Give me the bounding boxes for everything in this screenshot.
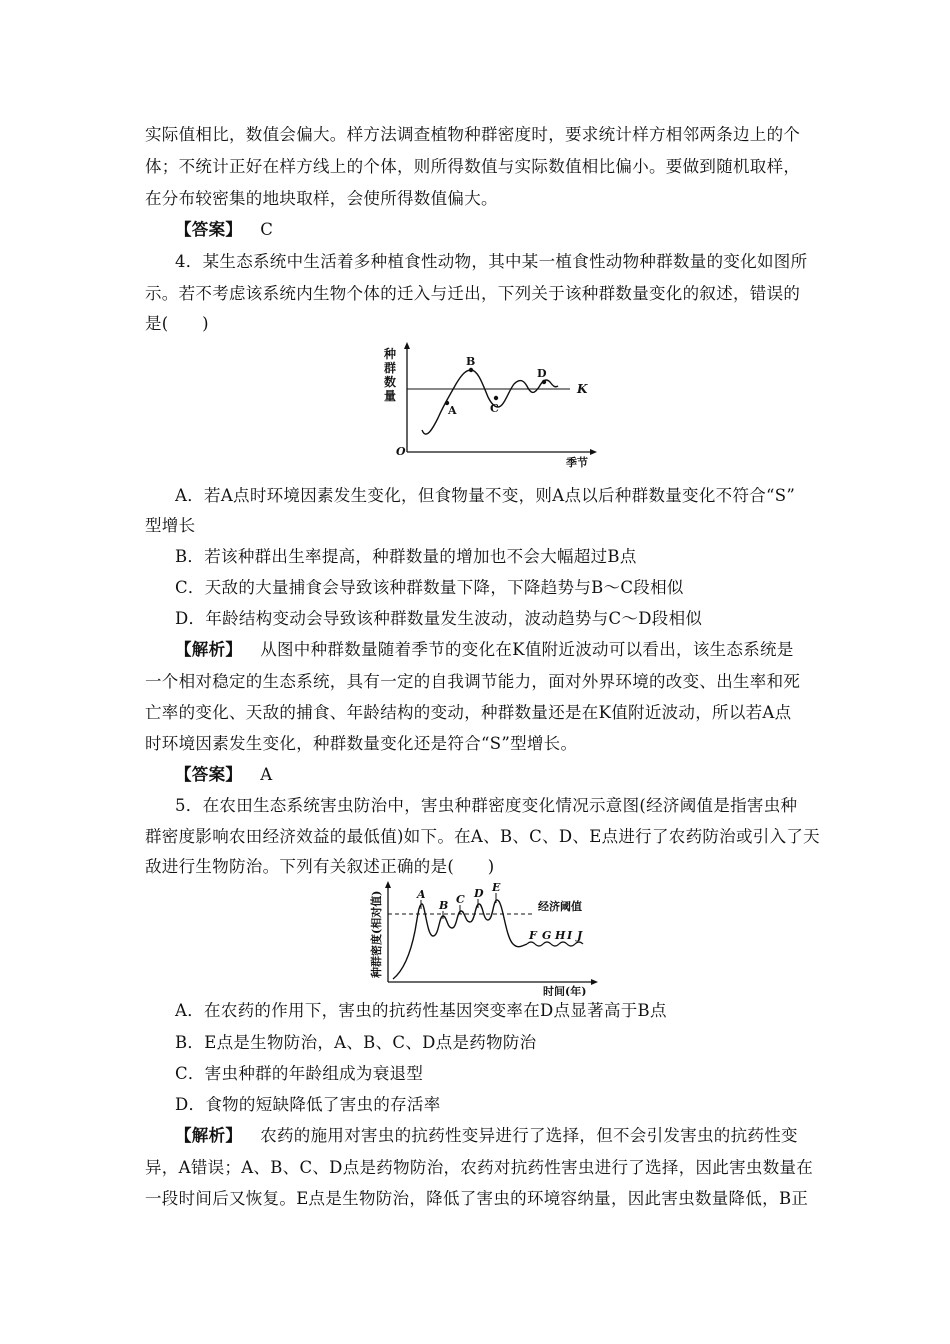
answer-label: 【答案】 bbox=[175, 765, 243, 784]
analysis-text: 农药的施用对害虫的抗药性变异进行了选择，但不会引发害虫的抗药性变 bbox=[260, 1126, 798, 1145]
q4-stem-line: 示。若不考虑该系统内生物个体的迁入与迁出，下列关于该种群数量变化的叙述，错误的 bbox=[145, 284, 801, 303]
text-line: 实际值相比，数值会偏大。样方法调查植物种群密度时，要求统计样方相邻两条边上的个 bbox=[145, 125, 801, 144]
k-label: K bbox=[577, 382, 588, 396]
answer-value: C bbox=[260, 220, 274, 239]
text-line: 体；不统计正好在样方线上的个体，则所得数值与实际数值相比偏小。要做到随机取样， bbox=[145, 157, 801, 176]
q4-stem-line: 是( ) bbox=[145, 314, 209, 333]
y-axis-arrow bbox=[404, 342, 410, 349]
peak-d-label: D bbox=[474, 887, 484, 900]
q4-population-chart bbox=[370, 340, 610, 470]
q5-pest-density-chart bbox=[355, 876, 625, 996]
q4-option-a-cont: 型增长 bbox=[145, 516, 196, 535]
y-axis-arrow bbox=[385, 881, 391, 888]
q5-option-b: B．E点是生物防治，A、B、C、D点是药物防治 bbox=[175, 1033, 537, 1052]
tail-h-label: H bbox=[555, 929, 566, 942]
y-label: 种群密度(相对值) bbox=[370, 890, 383, 978]
q5-option-a: A．在农药的作用下，害虫的抗药性基因突变率在D点显著高于B点 bbox=[175, 1001, 667, 1020]
point-a-label: A bbox=[448, 404, 457, 417]
y-label-char: 群 bbox=[384, 361, 397, 375]
q4-option-d: D．年龄结构变动会导致该种群数量发生波动，波动趋势与C～D段相似 bbox=[175, 609, 703, 628]
q4-option-c: C．天敌的大量捕食会导致该种群数量下降，下降趋势与B～C段相似 bbox=[175, 578, 684, 597]
y-label-char: 数 bbox=[384, 375, 397, 389]
point-c-label: C bbox=[490, 402, 499, 415]
point-c-dot bbox=[494, 396, 498, 400]
q5-analysis-line bbox=[175, 1125, 798, 1147]
peak-c-label: C bbox=[456, 893, 465, 906]
q3-answer-line bbox=[175, 219, 273, 241]
q4-option-a: A．若A点时环境因素发生变化，但食物量不变，则A点以后种群数量变化不符合“S” bbox=[175, 486, 796, 505]
q4-analysis-line: 亡率的变化、天敌的捕食、年龄结构的变动，种群数量还是在K值附近波动，所以若A点 bbox=[145, 703, 792, 722]
q4-stem-line: 4．某生态系统中生活着多种植食性动物，其中某一植食性动物种群数量的变化如图所 bbox=[175, 252, 808, 271]
point-d-label: D bbox=[537, 367, 547, 380]
point-d-dot bbox=[542, 380, 546, 384]
q4-answer-line bbox=[175, 764, 272, 786]
peak-b-label: B bbox=[439, 899, 449, 912]
x-axis-arrow bbox=[590, 449, 597, 455]
point-b-dot bbox=[469, 368, 473, 372]
tail-f-label: F bbox=[529, 929, 537, 942]
q5-stem-line: 敌进行生物防治。下列有关叙述正确的是( ) bbox=[145, 857, 495, 876]
tail-j-label: J bbox=[577, 929, 583, 942]
point-b-label: B bbox=[466, 355, 476, 368]
x-label: 时间(年) bbox=[543, 985, 587, 996]
x-axis-arrow bbox=[591, 979, 598, 985]
q5-option-d: D．食物的短缺降低了害虫的存活率 bbox=[175, 1095, 441, 1114]
answer-label: 【答案】 bbox=[175, 220, 243, 239]
threshold-label: 经济阈值 bbox=[538, 900, 582, 913]
analysis-label: 【解析】 bbox=[175, 1126, 243, 1145]
y-label-char: 种 bbox=[384, 347, 397, 361]
peak-e-label: E bbox=[492, 881, 501, 894]
y-label-char: 量 bbox=[384, 389, 397, 403]
low-oscillation-curve bbox=[527, 942, 583, 946]
q5-stem-line: 群密度影响农田经济效益的最低值)如下。在A、B、C、D、E点进行了农药防治或引入了天 bbox=[145, 827, 820, 846]
text-line: 在分布较密集的地块取样，会使所得数值偏大。 bbox=[145, 189, 498, 208]
tail-i-label: I bbox=[567, 929, 573, 942]
q5-analysis-line: 异，A错误；A、B、C、D点是药物防治，农药对抗药性害虫进行了选择，因此害虫数量在 bbox=[145, 1158, 814, 1177]
q4-option-b: B．若该种群出生率提高，种群数量的增加也不会大幅超过B点 bbox=[175, 547, 637, 566]
analysis-label: 【解析】 bbox=[175, 640, 243, 659]
q5-stem-line: 5．在农田生态系统害虫防治中，害虫种群密度变化情况示意图(经济阈值是指害虫种 bbox=[175, 796, 798, 815]
peak-a-label: A bbox=[417, 888, 426, 901]
origin-label: O bbox=[396, 445, 406, 458]
q5-analysis-line: 一段时间后又恢复。E点是生物防治，降低了害虫的环境容纳量，因此害虫数量降低，B正 bbox=[145, 1189, 809, 1208]
answer-value: A bbox=[260, 765, 273, 784]
tail-g-label: G bbox=[542, 929, 552, 942]
q4-analysis-line bbox=[175, 639, 794, 661]
q5-option-c: C．害虫种群的年龄组成为衰退型 bbox=[175, 1064, 424, 1083]
x-label: 季节 bbox=[566, 456, 588, 469]
q4-analysis-line: 时环境因素发生变化，种群数量变化还是符合“S”型增长。 bbox=[145, 734, 578, 753]
q4-analysis-line: 一个相对稳定的生态系统，具有一定的自我调节能力，面对外界环境的改变、出生率和死 bbox=[145, 672, 801, 691]
analysis-text: 从图中种群数量随着季节的变化在K值附近波动可以看出，该生态系统是 bbox=[260, 640, 794, 659]
